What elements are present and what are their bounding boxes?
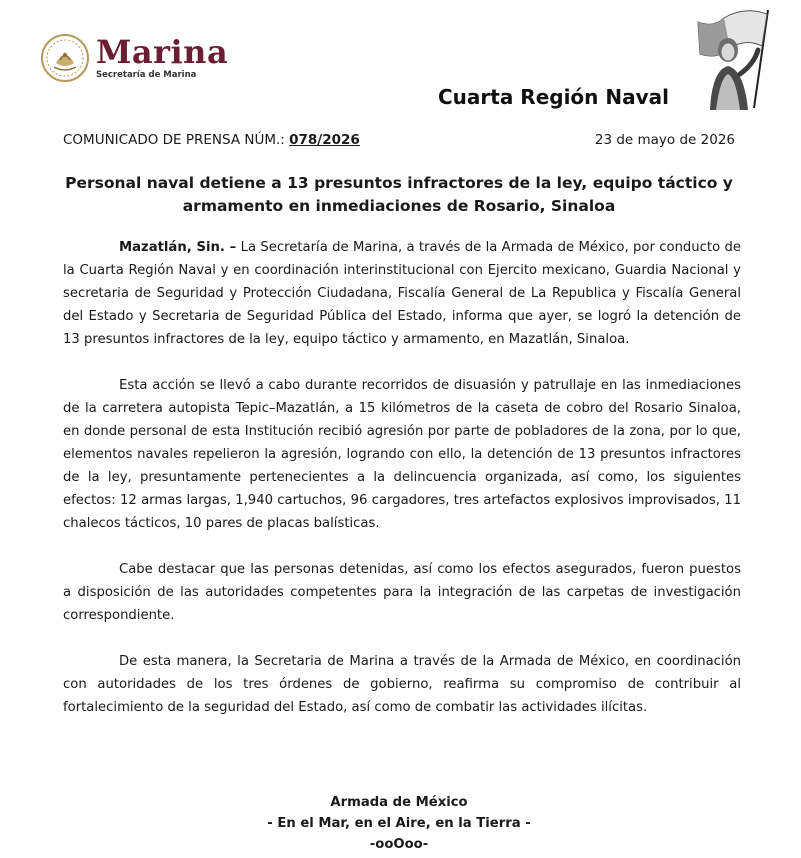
signoff-end-mark: -ooOoo-: [369, 837, 429, 852]
communique-number-group: [63, 132, 360, 148]
paragraph-4: De esta manera, la Secretaria de Marina a través de la Armada de México, en coordinación con autoridades de los tres órdenes de gobierno, reafirma su compromiso de contribuir al fortalecimiento de la seguridad del Estado, así como de combatir las actividades ilícitas.: [63, 654, 741, 715]
national-seal-icon: [40, 33, 90, 83]
communique-line: [63, 132, 735, 148]
paragraph-1-text: La Secretaría de Marina, a través de la Armada de México, por conducto de la Cuarta Región Naval y en coordinación interinstitucional con Ejercito mexicano, Guardia Nacional y secretaria de Seguridad y Protección Ciudadana, Fiscalía General de La Republica y Fiscalía General del Estado y Secretaria de Seguridad Pública del Estado, informa que ayer, se logró la detención de 13 presuntos infractores de la ley, equipo táctico y armamento, en Mazatlán, Sinaloa.: [63, 240, 741, 347]
heroine-with-flag-illustration: [684, 8, 780, 110]
communique-date: 23 de mayo de 2026: [594, 132, 735, 148]
signoff-institution: Armada de México: [330, 795, 468, 810]
brand-subtitle: Secretaría de Marina: [96, 70, 197, 81]
signoff: [63, 792, 735, 855]
signoff-motto: - En el Mar, en el Aire, en la Tierra -: [267, 816, 531, 831]
region-title: Cuarta Región Naval: [438, 85, 669, 109]
brand-name: Marina: [96, 33, 229, 72]
dateline: Mazatlán, Sin. –: [119, 240, 237, 255]
paragraph-1: [63, 236, 741, 351]
communique-number: 078/2026: [289, 132, 360, 148]
headline: Personal naval detiene a 13 presuntos infractores de la ley, equipo táctico y armamento en inmediaciones de Rosario, Sinaloa: [65, 174, 733, 215]
press-body: [63, 236, 741, 719]
paragraph-2: Esta acción se llevó a cabo durante recorridos de disuasión y patrullaje en las inmediaciones de la carretera autopista Tepic–Mazatlán, a 15 kilómetros de la caseta de cobro del Rosario Sinaloa, en donde personal de esta Institución recibió agresión por parte de pobladores de la zona, por lo que, elementos navales repelieron la agresión, logrando con ello, la detención de 13 presuntos infractores de la ley, presuntamente pertenecientes a la delincuencia organizada, así como, los siguientes efectos: 12 armas largas, 1,940 cartuchos, 96 cargadores, tres artefactos explosivos improvisados, 11 chalecos tácticos, 10 pares de placas balísticas.: [63, 378, 741, 531]
communique-label: COMUNICADO DE PRENSA NÚM.:: [63, 132, 285, 148]
paragraph-3: Cabe destacar que las personas detenidas, así como los efectos asegurados, fueron puestos a disposición de las autoridades competentes para la integración de las carpetas de investigación correspondiente.: [63, 562, 741, 623]
marina-logo: [40, 33, 228, 83]
